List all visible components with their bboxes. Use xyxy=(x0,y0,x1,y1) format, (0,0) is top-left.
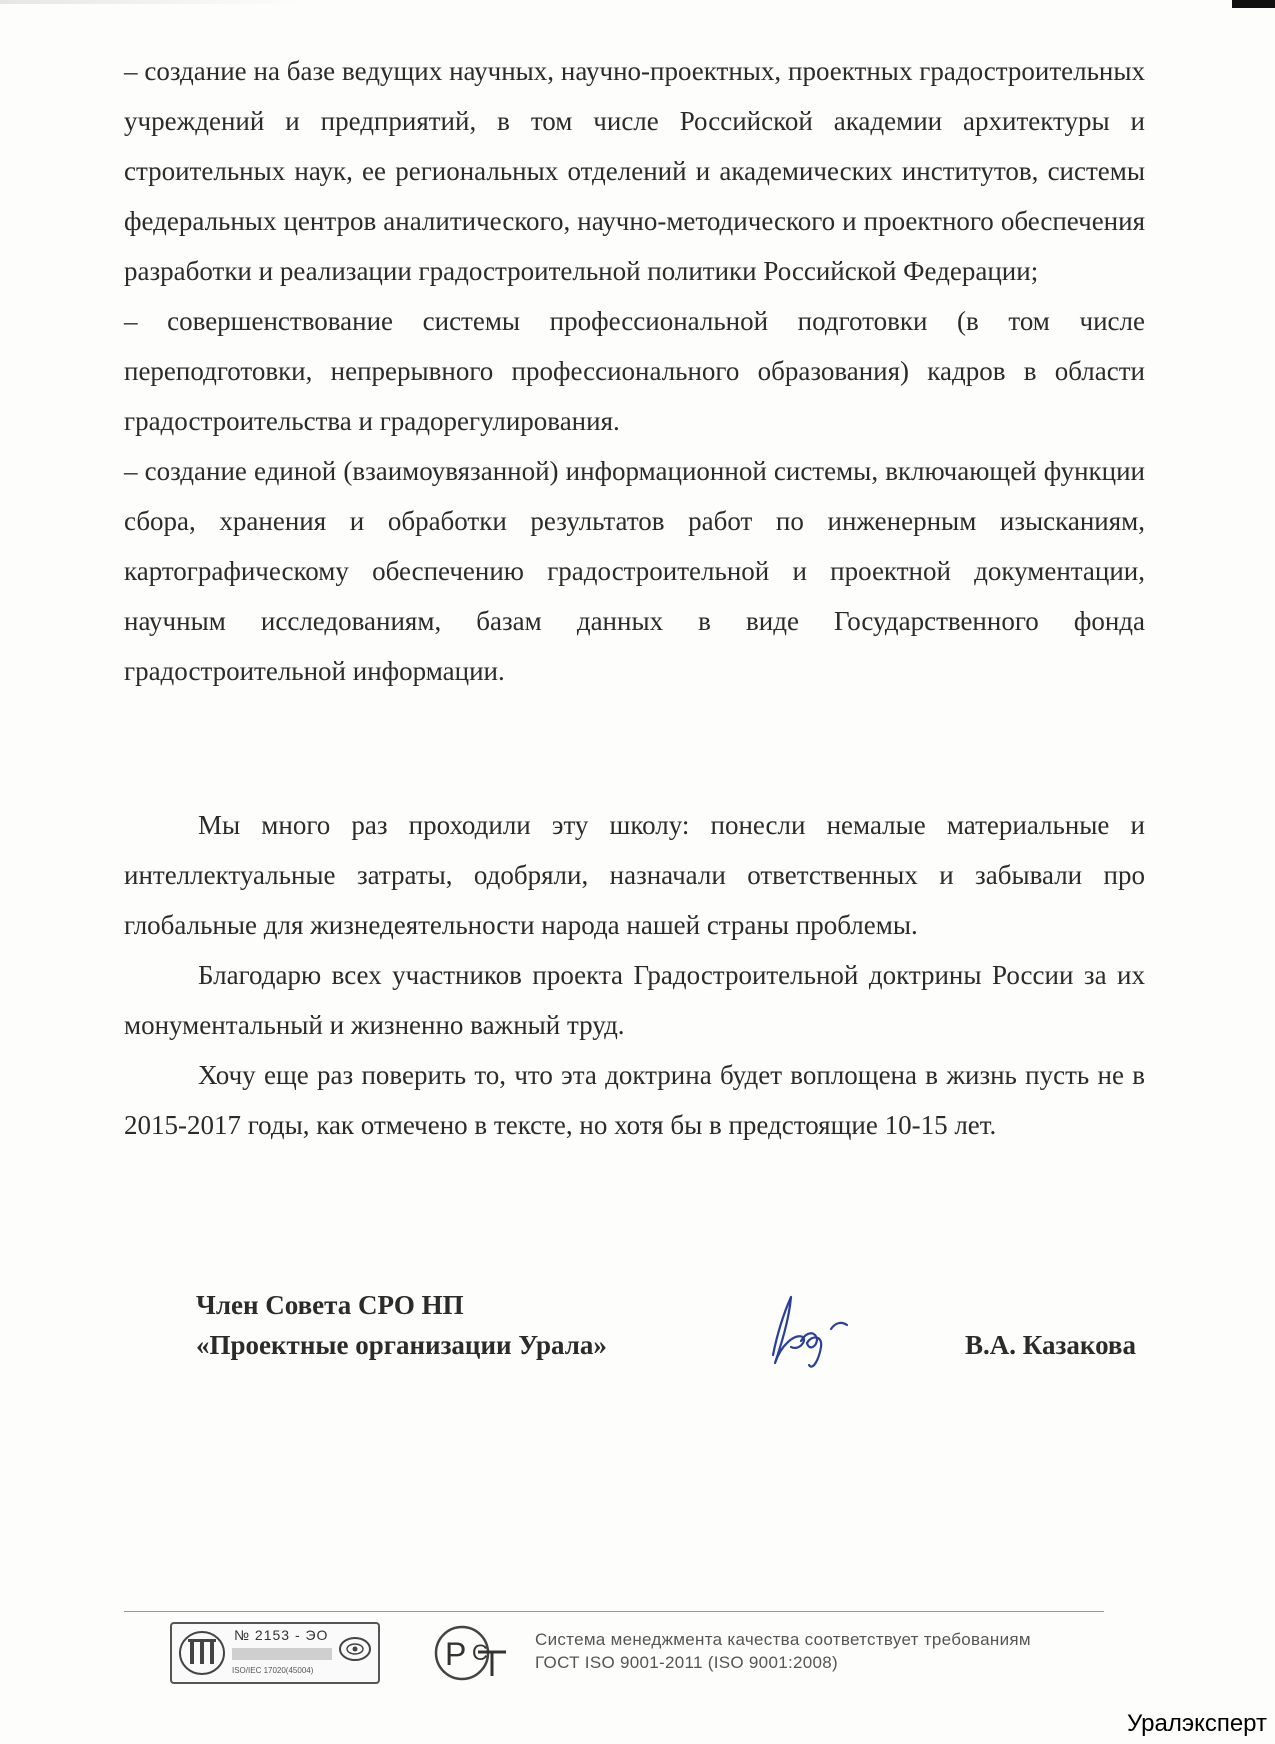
cert-standard: ISO/IEC 17020(45004) xyxy=(232,1666,314,1675)
position-line: Член Совета СРО НП xyxy=(196,1290,464,1320)
list-item: – совершенствование системы профессиональной подготовки (в том числе переподготовки, непрерывного профессионального образования) кадров в области градостроительства и градорегулирования. xyxy=(124,306,1145,436)
rst-logo-icon xyxy=(432,1622,512,1684)
scan-artifact xyxy=(0,0,300,4)
signature-block xyxy=(196,1285,1146,1385)
paragraph: Мы много раз проходили эту школу: понесли немалые материальные и интеллектуальные затраты, одобряли, назначали ответственных и забывали про глобальные для жизнедеятельности народа нашей страны проблемы. xyxy=(124,810,1145,940)
qms-line: Система менеджмента качества соответствует требованиям xyxy=(535,1630,1031,1649)
cert-stamp-strip xyxy=(232,1648,332,1660)
paragraph: Хочу еще раз поверить то, что эта доктрина будет воплощена в жизнь пусть не в 2015-2017 годы, как отмечено в тексте, но хотя бы в предстоящие 10-15 лет. xyxy=(124,1060,1145,1140)
paragraph: Благодарю всех участников проекта Градостроительной доктрины России за их монументальный и жизненно важный труд. xyxy=(124,960,1145,1040)
columns-logo-icon xyxy=(178,1630,226,1676)
closing-block xyxy=(124,800,1145,1150)
list-item: – создание на базе ведущих научных, научно-проектных, проектных градостроительных учреждений и предприятий, в том числе Российской академии архитектуры и строительных наук, ее региональных отделений и академических институтов, системы федеральных центров аналитического, научно-методического и проектного обеспечения разработки и реализации градостроительной политики Российской Федерации; xyxy=(124,56,1145,286)
rst-letter-p: Р xyxy=(445,1636,467,1672)
signatory-name: В.А. Казакова xyxy=(965,1330,1136,1360)
qms-line: ГОСТ ISO 9001-2011 (ISO 9001:2008) xyxy=(535,1653,838,1672)
list-block xyxy=(124,46,1145,696)
position-line: «Проектные организации Урала» xyxy=(196,1330,607,1360)
handwritten-signature xyxy=(751,1285,871,1375)
scan-corner-mark xyxy=(1232,0,1275,8)
footer-divider xyxy=(124,1611,1104,1612)
accreditation-badge xyxy=(170,1622,380,1684)
quality-management-note xyxy=(535,1628,1031,1674)
watermark-label: Уралэксперт xyxy=(1126,1710,1267,1737)
list-item: – создание единой (взаимоувязанной) информационной системы, включающей функции сбора, хранения и обработки результатов работ по инженерным изысканиям, картографическому обеспечению градостроительной и проектной документации, научным исследованиям, базам данных в виде Государственного фонда градостроительной информации. xyxy=(124,456,1145,686)
eye-icon xyxy=(338,1636,372,1662)
rst-letter-c: С xyxy=(472,1640,488,1665)
signatory-position xyxy=(196,1285,607,1365)
cert-number: № 2153 - ЭО xyxy=(234,1627,329,1643)
